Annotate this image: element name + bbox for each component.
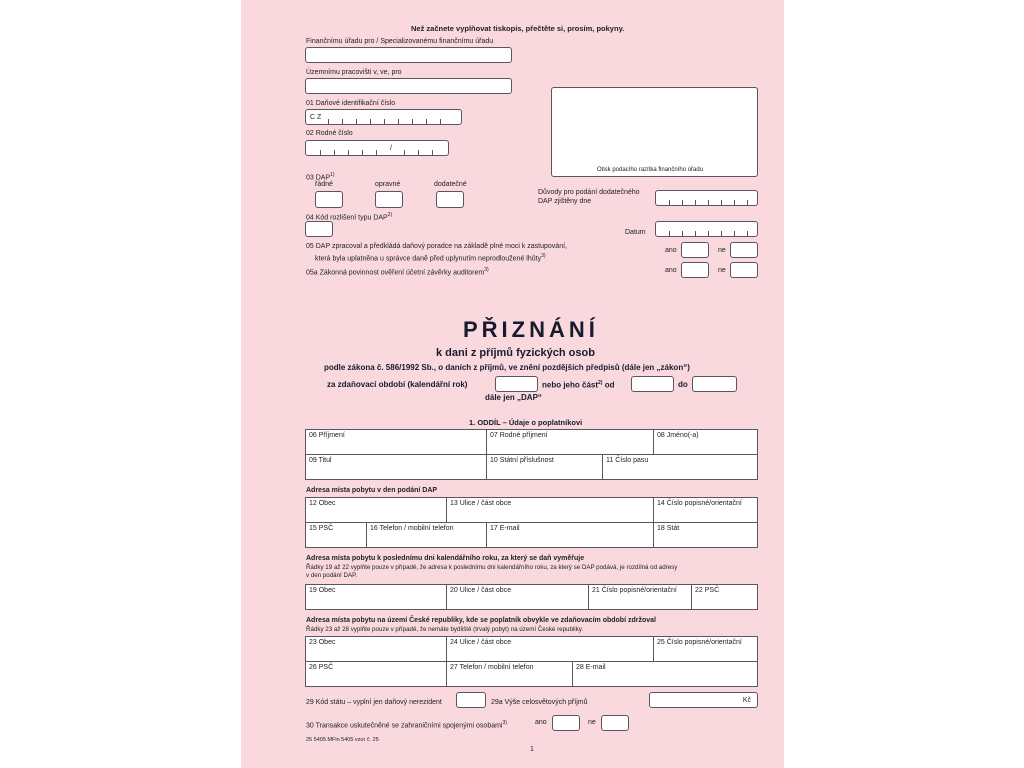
dic-field[interactable] xyxy=(305,109,462,125)
f16-phone[interactable]: 16 Telefon / mobilní telefon xyxy=(366,522,487,548)
f19-city[interactable]: 19 Obec xyxy=(305,584,447,610)
q05-line2: která byla uplatněna u správce daně před uplynutím neprodloužené lhůty$^{3)}$ xyxy=(315,253,546,263)
addr2-title: Adresa místa pobytu k poslednímu dni kalendářního roku, za který se daň vyměřuje xyxy=(306,555,585,562)
f06-surname[interactable]: 06 Příjmení xyxy=(305,429,487,455)
q05-line1: 05 DAP zpracoval a předkládá daňový poradce na základě plné moci k zastupování, xyxy=(306,243,567,250)
birth-number-field[interactable] xyxy=(305,140,449,156)
f13-street[interactable]: 13 Ulice / část obce xyxy=(446,497,654,523)
form-law: podle zákona č. 586/1992 Sb., o daních z příjmů, ve znění pozdějších předpisů (dále jen „zákon“) xyxy=(324,363,690,372)
f30-yes-label: ano xyxy=(535,719,547,726)
q05-yes-checkbox[interactable] xyxy=(681,242,709,258)
f23-city[interactable]: 23 Obec xyxy=(305,636,447,662)
section1-title: 1. ODDÍL – Údaje o poplatníkovi xyxy=(469,418,583,427)
q05-no-checkbox[interactable] xyxy=(730,242,758,258)
territorial-label: Územnímu pracovišti v, ve, pro xyxy=(306,69,402,76)
office-label: Finančnímu úřadu pro / Specializovanému finančnímu úřadu xyxy=(306,38,494,45)
f14-house-number[interactable]: 14 Číslo popisné/orientační xyxy=(653,497,758,523)
page-number: 1 xyxy=(530,746,534,753)
q05a-label: 05a Zákonná povinnost ověření účetní závěrky auditorem$^{3)}$ xyxy=(306,267,489,277)
f07-birth-surname[interactable]: 07 Rodné příjmení xyxy=(486,429,654,455)
f10-citizenship[interactable]: 10 Státní příslušnost xyxy=(486,454,603,480)
f30-no-checkbox[interactable] xyxy=(601,715,629,731)
period-from-field[interactable] xyxy=(631,376,674,392)
f09-title[interactable]: 09 Titul xyxy=(305,454,487,480)
f20-street[interactable]: 20 Ulice / část obce xyxy=(446,584,589,610)
tax-year-field[interactable] xyxy=(495,376,538,392)
q05a-yes-label: ano xyxy=(665,267,677,274)
f30-label: 30 Transakce uskutečněné se zahraničními spojenými osobami$^{3)}$ xyxy=(306,720,507,730)
dic-label: 01 Daňové identifikační číslo xyxy=(306,100,396,107)
f18-country[interactable]: 18 Stát xyxy=(653,522,758,548)
instruction-text: Než začnete vyplňovat tiskopis, přečtěte si, prosím, pokyny. xyxy=(411,24,625,33)
birth-separator: / xyxy=(390,145,392,152)
period-to-label: do xyxy=(678,380,688,389)
tax-form-page xyxy=(241,0,784,768)
f30-yes-checkbox[interactable] xyxy=(552,715,580,731)
f12-city[interactable]: 12 Obec xyxy=(305,497,447,523)
dap-additional-checkbox[interactable] xyxy=(436,191,464,208)
addr3-title: Adresa místa pobytu na území České republiky, kde se poplatník obvykle ve zdaňovacím období zdržoval xyxy=(306,617,656,624)
f29a-income-field[interactable] xyxy=(649,692,758,708)
territorial-field[interactable] xyxy=(305,78,512,94)
f29-label: 29 Kód státu – vyplní jen daňový nerezident xyxy=(306,699,442,706)
form-title: PŘIZNÁNÍ xyxy=(463,317,599,342)
addr2-note1: Řádky 19 až 22 vyplňte pouze v případě, že adresa k poslednímu dni kalendářního roku, za který se DAP podává, je rozdílná od adresy xyxy=(306,564,678,571)
f29a-label: 29a Výše celosvětových příjmů xyxy=(491,699,588,706)
f29-country-code-field[interactable] xyxy=(456,692,486,708)
f08-first-name[interactable]: 08 Jméno(-a) xyxy=(653,429,758,455)
f27-phone[interactable]: 27 Telefon / mobilní telefon xyxy=(446,661,573,687)
currency-label: Kč xyxy=(742,697,751,704)
form-code: 25 5405 MFin 5405 vzor č. 25 xyxy=(306,737,379,743)
f15-postcode[interactable]: 15 PSČ xyxy=(305,522,367,548)
addr2-note2: v den podání DAP. xyxy=(306,572,358,579)
q05a-yes-checkbox[interactable] xyxy=(681,262,709,278)
f24-street[interactable]: 24 Ulice / část obce xyxy=(446,636,654,662)
period-label-a: za zdaňovací období (kalendářní rok) xyxy=(327,380,468,389)
reasons-date-field[interactable] xyxy=(655,190,758,206)
dap-type-field[interactable] xyxy=(305,221,333,237)
period-to-field[interactable] xyxy=(692,376,737,392)
form-subtitle: k dani z příjmů fyzických osob xyxy=(436,347,595,359)
addr1-title: Adresa místa pobytu v den podání DAP xyxy=(306,487,438,494)
f25-house-number[interactable]: 25 Číslo popisné/orientační xyxy=(653,636,758,662)
dap-type-label: 04 Kód rozlišení typu DAP$^{2)}$ xyxy=(306,212,393,222)
office-field[interactable] xyxy=(305,47,512,63)
f11-passport[interactable]: 11 Číslo pasu xyxy=(602,454,758,480)
dic-prefix: C Z xyxy=(310,114,322,121)
f22-postcode[interactable]: 22 PSČ xyxy=(691,584,758,610)
addr3-note: Řádky 23 až 28 vyplňte pouze v případě, že nemáte bydliště (trvalý pobyt) na území České republiky. xyxy=(306,626,584,633)
q05-no-label: ne xyxy=(718,247,726,254)
f17-email[interactable]: 17 E-mail xyxy=(486,522,654,548)
reasons-label: Důvody pro podání dodatečného xyxy=(538,189,640,196)
stamp-label: Otisk podacího razítka finančního úřadu xyxy=(597,167,704,173)
dap-corrective-checkbox[interactable] xyxy=(375,191,403,208)
dap-corrective-label: opravné xyxy=(375,181,401,188)
q05a-no-checkbox[interactable] xyxy=(730,262,758,278)
f30-no-label: ne xyxy=(588,719,596,726)
date-label: Datum xyxy=(625,229,646,236)
q05a-no-label: ne xyxy=(718,267,726,274)
dap-regular-label: řádné xyxy=(315,181,333,188)
period-label-b: nebo jeho část$^{2)}$ od xyxy=(542,380,615,390)
birth-label: 02 Rodné číslo xyxy=(306,130,353,137)
date-field[interactable] xyxy=(655,221,758,237)
f28-email[interactable]: 28 E-mail xyxy=(572,661,758,687)
dap-short-label: dále jen „DAP“ xyxy=(485,393,542,402)
f26-postcode[interactable]: 26 PSČ xyxy=(305,661,447,687)
dap-regular-checkbox[interactable] xyxy=(315,191,343,208)
dap-additional-label: dodatečné xyxy=(434,181,467,188)
stamp-box xyxy=(551,87,758,177)
dap-label: 03 DAP$^{1)}$ xyxy=(306,172,335,182)
reasons-label-2: DAP zjištěny dne xyxy=(538,198,592,205)
f21-house-number[interactable]: 21 Číslo popisné/orientační xyxy=(588,584,692,610)
q05-yes-label: ano xyxy=(665,247,677,254)
